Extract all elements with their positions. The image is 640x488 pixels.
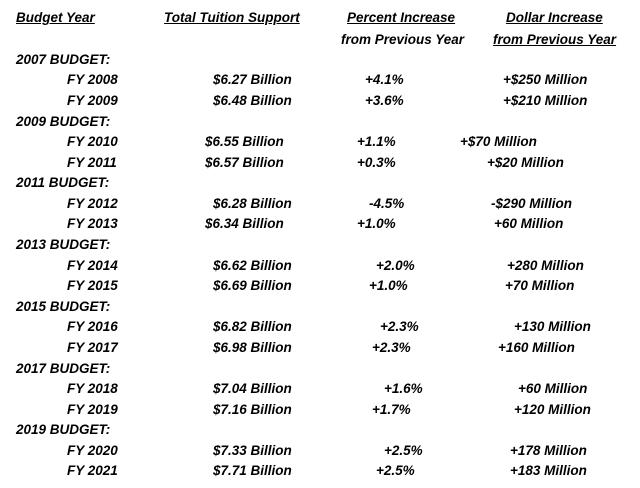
percent-increase: +4.1%: [365, 72, 404, 87]
dollar-increase: +130 Million: [514, 319, 591, 334]
percent-increase: +1.7%: [372, 402, 411, 417]
percent-increase: +0.3%: [357, 155, 396, 170]
percent-increase: +2.5%: [384, 443, 423, 458]
percent-increase: +2.3%: [372, 340, 411, 355]
fiscal-year: FY 2012: [67, 196, 118, 211]
dollar-increase: +$20 Million: [487, 155, 564, 170]
budget-group-label: 2015 BUDGET:: [16, 299, 111, 314]
dollar-increase: +$70 Million: [460, 134, 537, 149]
percent-increase: +1.1%: [357, 134, 396, 149]
budget-group-label: 2007 BUDGET:: [16, 52, 111, 67]
percent-increase: +2.0%: [376, 258, 415, 273]
budget-group-label: 2019 BUDGET:: [16, 422, 111, 437]
percent-increase: +1.0%: [369, 278, 408, 293]
fiscal-year: FY 2014: [67, 258, 118, 273]
fiscal-year: FY 2016: [67, 319, 118, 334]
fiscal-year: FY 2009: [67, 93, 118, 108]
percent-increase: +2.3%: [380, 319, 419, 334]
fiscal-year: FY 2021: [67, 463, 118, 478]
fiscal-year: FY 2017: [67, 340, 118, 355]
dollar-increase: +160 Million: [498, 340, 575, 355]
fiscal-year: FY 2008: [67, 72, 118, 87]
tuition-support: $6.28 Billion: [213, 196, 292, 211]
dollar-increase: +120 Million: [514, 402, 591, 417]
tuition-support: $6.62 Billion: [213, 258, 292, 273]
header-total-tuition-support: Total Tuition Support: [164, 10, 300, 25]
dollar-increase: +183 Million: [510, 463, 587, 478]
dollar-increase: +70 Million: [505, 278, 575, 293]
tuition-support: $6.82 Billion: [213, 319, 292, 334]
header-percent-increase: Percent Increase: [347, 10, 456, 25]
header-percent-increase-line2: from Previous Year: [341, 32, 465, 47]
fiscal-year: FY 2020: [67, 443, 118, 458]
tuition-support: $6.48 Billion: [213, 93, 292, 108]
percent-increase: +1.0%: [357, 216, 396, 231]
dollar-increase: +60 Million: [518, 381, 588, 396]
fiscal-year: FY 2010: [67, 134, 118, 149]
tuition-support: $6.55 Billion: [205, 134, 284, 149]
percent-increase: +2.5%: [376, 463, 415, 478]
tuition-support: $6.69 Billion: [213, 278, 292, 293]
tuition-support: $7.33 Billion: [213, 443, 292, 458]
dollar-increase: -$290 Million: [491, 196, 573, 211]
fiscal-year: FY 2018: [67, 381, 118, 396]
tuition-support: $6.98 Billion: [213, 340, 292, 355]
dollar-increase: +$250 Million: [503, 72, 588, 87]
tuition-support: $7.04 Billion: [213, 381, 292, 396]
dollar-increase: +60 Million: [494, 216, 564, 231]
fiscal-year: FY 2019: [67, 402, 118, 417]
dollar-increase: +$210 Million: [503, 93, 588, 108]
budget-group-label: 2009 BUDGET:: [16, 114, 111, 129]
percent-increase: -4.5%: [369, 196, 405, 211]
tuition-support: $6.27 Billion: [213, 72, 292, 87]
fiscal-year: FY 2011: [67, 155, 117, 170]
tuition-support: $6.34 Billion: [205, 216, 284, 231]
header-budget-year: Budget Year: [16, 10, 95, 25]
budget-group-label: 2011 BUDGET:: [16, 175, 110, 190]
budget-group-label: 2017 BUDGET:: [16, 361, 111, 376]
dollar-increase: +280 Million: [507, 258, 584, 273]
percent-increase: +3.6%: [365, 93, 404, 108]
tuition-support: $7.16 Billion: [213, 402, 292, 417]
tuition-support: $6.57 Billion: [205, 155, 284, 170]
fiscal-year: FY 2013: [67, 216, 118, 231]
percent-increase: +1.6%: [384, 381, 423, 396]
budget-group-label: 2013 BUDGET:: [16, 237, 111, 252]
header-dollar-increase: Dollar Increase: [506, 10, 603, 25]
tuition-support: $7.71 Billion: [213, 463, 292, 478]
dollar-increase: +178 Million: [510, 443, 587, 458]
fiscal-year: FY 2015: [67, 278, 118, 293]
header-dollar-increase-line2: from Previous Year: [493, 32, 617, 47]
